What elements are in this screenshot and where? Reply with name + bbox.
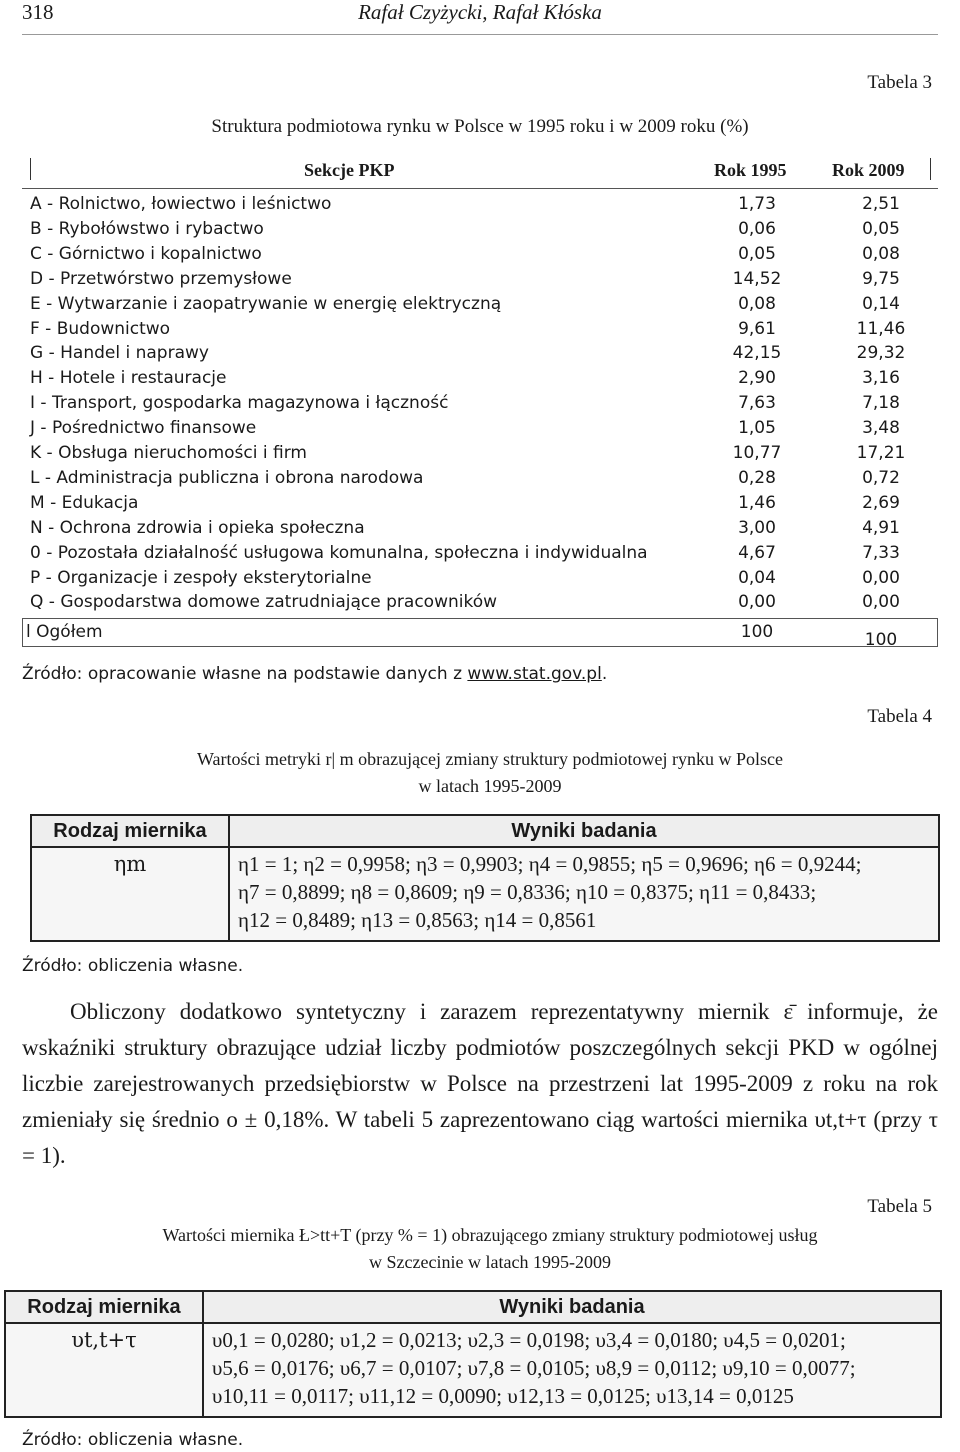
table-row [22,541,938,566]
table3-total-1995: 100 [740,622,774,642]
table4-source: Źródło: obliczenia własne. [22,956,244,976]
value-1995: 0,05 [738,243,776,264]
table-row [22,466,938,491]
table-row [22,391,938,416]
section-label: K - Obsługa nieruchomości i firm [30,443,307,463]
value-2009: 0,14 [862,293,900,314]
table5-header-results: Wyniki badania [499,1296,645,1318]
table-row [22,491,938,516]
table-row [22,292,938,317]
value-1995: 14,52 [732,268,782,289]
table5-title-line1: Wartości miernika Ł>tt+T (przy % = 1) obrazującego zmiany struktury podmiotowej usług [162,1225,818,1245]
table-row [22,516,938,541]
value-1995: 1,73 [738,194,776,214]
table5-label: Tabela 5 [867,1196,932,1217]
value-1995: 0,08 [738,293,776,314]
table4-symbol: ηm [113,852,147,876]
table4-header-results: Wyniki badania [511,820,657,842]
section-label: Q - Gospodarstwa domowe zatrudniające pracowników [30,592,498,613]
table4-result-line-2: η7 = 0,8899; η8 = 0,8609; η9 = 0,8336; η10 = 0,8375; η11 = 0,8433; [238,880,817,904]
section-label: F - Budownictwo [30,318,171,339]
table5-header-measure: Rodzaj miernika [27,1296,181,1318]
value-1995: 0,28 [738,467,776,488]
table4-label: Tabela 4 [867,706,932,727]
value-2009: 7,33 [862,542,900,563]
table5-source: Źródło: obliczenia własne. [22,1430,244,1450]
section-label: H - Hotele i restauracje [30,368,227,389]
section-label: B - Rybołówstwo i rybactwo [30,218,264,239]
value-2009: 9,75 [862,268,900,289]
table-row [22,192,938,217]
value-1995: 2,90 [738,368,776,389]
table-row [22,366,938,391]
table4-title [80,746,900,800]
table-row [22,566,938,591]
table4-column-divider [228,816,230,940]
table-row [22,341,938,366]
value-1995: 1,46 [738,492,776,513]
value-1995: 10,77 [732,443,782,463]
value-2009: 0,72 [862,467,900,488]
table3-label: Tabela 3 [867,72,932,93]
page-number: 318 [22,0,54,24]
table5-title-line2: w Szczecinie w latach 1995-2009 [369,1252,611,1272]
value-2009: 2,69 [862,492,900,513]
table-row [22,416,938,441]
table4-result-line-1: η1 = 1; η2 = 0,9958; η3 = 0,9903; η4 = 0,9855; η5 = 0,9696; η6 = 0,9244; [238,852,862,876]
table4-header-measure: Rodzaj miernika [53,820,207,842]
table3 [22,152,938,648]
table-row [22,217,938,242]
table3-title: Struktura podmiotowa rynku w Polsce w 1995 roku i w 2009 roku (%) [211,116,749,137]
table3-total-left-border [22,618,23,646]
table3-right-mark [930,158,931,180]
value-2009: 7,18 [862,393,900,414]
value-2009: 0,08 [862,243,900,264]
value-1995: 9,61 [738,318,776,339]
table3-source [22,664,607,684]
value-1995: 0,06 [738,218,776,239]
table3-header-section: Sekcje PKP [304,160,395,180]
section-label: G - Handel i naprawy [30,343,209,364]
value-2009: 4,91 [862,517,900,538]
table5-results-table [4,1290,942,1418]
section-label: 0 - Pozostała działalność usługowa komunalna, społeczna i indywidualna [30,542,648,563]
value-2009: 0,00 [862,592,900,613]
table3-total-2009: 100 [864,630,898,650]
value-1995: 0,04 [738,567,776,588]
table5-result-line-1: υ0,1 = 0,0280; υ1,2 = 0,0213; υ2,3 = 0,0198; υ3,4 = 0,0180; υ4,5 = 0,0201; [212,1328,846,1352]
table3-total-right-border [937,618,938,646]
table5-result-line-2: υ5,6 = 0,0176; υ6,7 = 0,0107; υ7,8 = 0,0105; υ8,9 = 0,0112; υ9,10 = 0,0077; [212,1356,856,1380]
section-label: C - Górnictwo i kopalnictwo [30,243,262,264]
body-paragraph [22,994,938,1174]
body-paragraph-text: Obliczony dodatkowo syntetyczny i zarazem reprezentatywny miernik ε̄ informuje, że wskaźniki struktury obrazujące udział liczby podmiotów poszczególnych sekcji PKD w ogólnej liczbie zarejestrowanych przedsiębiorstw w Polsce na przestrzeni lat 1995-2009 z roku na rok zmieniały się średnio o ± 0,18%. W tabeli 5 zaprezentowano ciąg wartości miernika υt,t+τ (przy τ = 1). [22,999,938,1168]
table4-results-table [30,814,940,942]
table3-left-mark [30,158,31,180]
value-2009: 3,48 [862,418,900,439]
section-label: A - Rolnictwo, łowiectwo i leśnictwo [30,194,332,214]
table3-bottom-rule [22,646,938,647]
table5-title [80,1222,900,1276]
table-row [22,242,938,267]
table3-header-1995: Rok 1995 [714,160,787,180]
table3-source-text: Źródło: opracowanie własne na podstawie danych z [22,664,468,684]
section-label: L - Administracja publiczna i obrona narodowa [30,467,424,488]
value-1995: 1,05 [738,418,776,439]
header-rule [22,34,938,35]
value-1995: 0,00 [738,592,776,613]
table-row [22,267,938,292]
table5-column-divider [202,1292,204,1416]
table-row [22,590,938,615]
table3-source-suffix: . [601,664,608,684]
table-row [22,317,938,342]
value-1995: 4,67 [738,542,776,563]
value-2009: 2,51 [862,194,900,214]
table4-result-line-3: η12 = 0,8489; η13 = 0,8563; η14 = 0,8561 [238,908,597,932]
table3-header-2009: Rok 2009 [832,160,905,180]
value-2009: 0,00 [862,567,900,588]
table3-total-label: l Ogółem [26,622,103,642]
stat-gov-link[interactable]: www.stat.gov.pl [467,664,602,684]
table4-title-line2: w latach 1995-2009 [418,776,562,796]
value-2009: 3,16 [862,368,900,389]
table3-total-rule [22,618,938,619]
table-row [22,441,938,466]
section-label: P - Organizacje i zespoły eksterytorialne [30,567,372,588]
value-1995: 7,63 [738,393,776,414]
section-label: I - Transport, gospodarka magazynowa i łączność [30,393,449,414]
section-label: N - Ochrona zdrowia i opieka społeczna [30,517,365,538]
value-2009: 11,46 [856,318,906,339]
table5-result-line-3: υ10,11 = 0,0117; υ11,12 = 0,0090; υ12,13 = 0,0125; υ13,14 = 0,0125 [212,1384,794,1408]
value-1995: 42,15 [732,343,782,364]
value-1995: 3,00 [738,517,776,538]
table5-symbol: υt,t+τ [71,1328,137,1352]
section-label: D - Przetwórstwo przemysłowe [30,268,292,289]
value-2009: 0,05 [862,218,900,239]
value-2009: 17,21 [856,443,906,463]
table3-header-rule [22,188,938,189]
section-label: J - Pośrednictwo finansowe [30,418,257,439]
section-label: M - Edukacja [30,492,139,513]
running-header-authors: Rafał Czyżycki, Rafał Kłóska [358,0,602,24]
table4-title-line1: Wartości metryki r| m obrazującej zmiany struktury podmiotowej rynku w Polsce [196,749,783,769]
section-label: E - Wytwarzanie i zaopatrywanie w energię elektryczną [30,293,502,314]
value-2009: 29,32 [856,343,906,364]
